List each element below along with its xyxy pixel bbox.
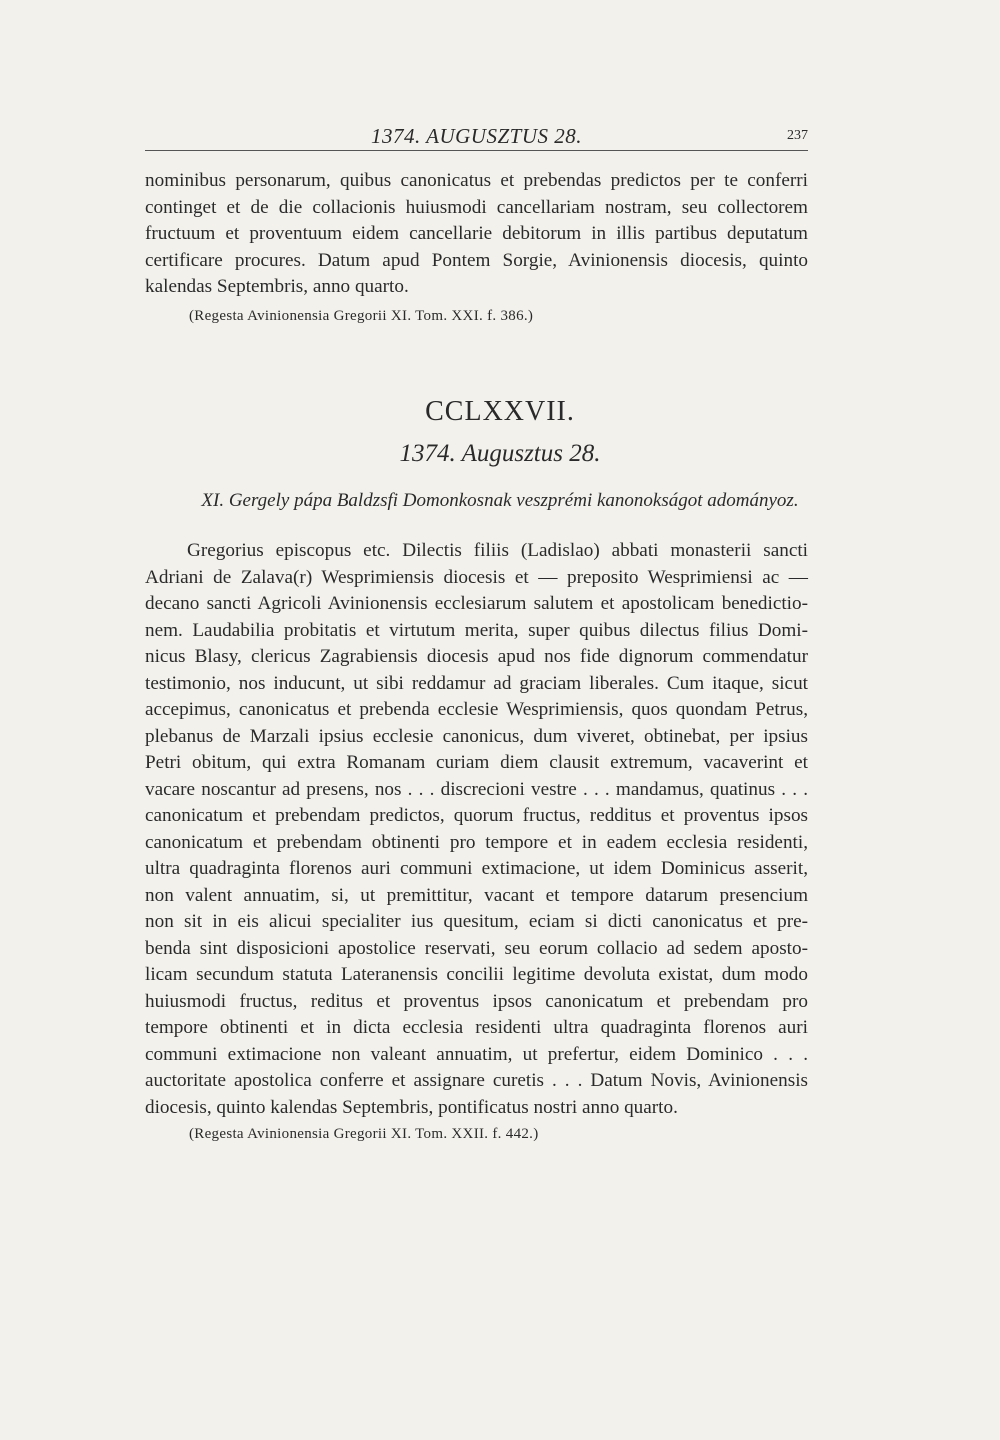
text-line: nem. Laudabilia probitatis et virtutum merita, super quibus dilectus filius Domi- (145, 619, 808, 641)
text-line: diocesis, quinto kalendas Septembris, pontificatus nostri anno quarto. (145, 1096, 678, 1118)
running-title: 1374. AUGUSZTUS 28. (371, 124, 582, 148)
document-summary: XI. Gergely pápa Baldzsfi Domonkosnak veszprémi kanonokságot adományoz. (201, 490, 799, 511)
text-line: kalendas Septembris, anno quarto. (145, 276, 409, 297)
text-line: licam secundum statuta Lateranensis concilii legitime devoluta existat, dum modo (145, 964, 808, 985)
page-number: 237 (787, 128, 808, 143)
text-line: certificare procures. Datum apud Pontem Sorgie, Avinionensis diocesis, quinto (145, 249, 808, 271)
text-line: Adriani de Zalava(r) Wesprimiensis diocesis et — preposito Wesprimiensi ac — (145, 566, 808, 588)
text-line: ultra quadraginta florenos auri communi extimacione, ut idem Dominicus asserit, (145, 858, 808, 879)
text-line: Gregorius episcopus etc. Dilectis filiis (Ladislao) abbati monasterii sancti (187, 540, 808, 561)
text-line: communi extimacione non valeant annuatim, ut prefertur, eidem Dominico . . . (145, 1043, 808, 1065)
previous-document-text (145, 168, 808, 301)
text-line: vacare noscantur ad presens, nos . . . discrecioni vestre . . . mandamus, quatinus . . . (145, 778, 808, 800)
text-line: Petri obitum, qui extra Romanam curiam diem clausit extremum, vacaverint et (145, 752, 808, 773)
text-line: benda sint disposicioni apostolice reservati, seu eorum collacio ad sedem aposto- (145, 937, 808, 959)
text-line: plebanus de Marzali ipsius ecclesie canonicus, dum viveret, obtinebat, per ipsius (145, 725, 808, 747)
text-line: nominibus personarum, quibus canonicatus et prebendas predictos per te conferri (145, 170, 808, 191)
text-line: canonicatum et prebendam obtinenti pro tempore et in eadem ecclesia residenti, (145, 831, 808, 853)
document-source: (Regesta Avinionensia Gregorii XI. Tom. XXII. f. 442.) (189, 1126, 539, 1142)
running-head (145, 122, 808, 151)
text-line: testimonio, nos inducunt, ut sibi reddamur ad graciam liberales. Cum itaque, sicut (145, 672, 808, 694)
text-line: auctoritate apostolica conferre et assignare curetis . . . Datum Novis, Avinionensis (145, 1070, 808, 1091)
text-line: fructuum et proventuum eidem cancellarie debitorum in illis partibus deputatum (145, 223, 808, 244)
document-date: 1374. Augusztus 28. (399, 440, 601, 467)
text-line: huiusmodi fructus, reditus et proventus ipsos canonicatum et prebendam pro (145, 990, 808, 1012)
text-line: non valent annuatim, si, ut premittitur, vacant et tempore datarum presencium (145, 884, 808, 906)
text-line: tempore obtinenti et in dicta ecclesia residenti ultra quadraginta florenos auri (145, 1017, 808, 1038)
text-line: nicus Blasy, clericus Zagrabiensis diocesis apud nos fide dignorum commendatur (145, 646, 808, 667)
text-line: continget et de die collacionis huiusmodi cancellariam nostram, seu collectorem (145, 196, 808, 218)
document-number: CCLXXVII. (425, 396, 575, 427)
document-text (145, 538, 808, 1121)
text-line: canonicatum et prebendam predictos, quorum fructus, redditus et proventus ipsos (145, 805, 808, 826)
text-line: non sit in eis alicui specialiter ius quesitum, eciam si dicti canonicatus et pre- (145, 911, 808, 932)
previous-document-source: (Regesta Avinionensia Gregorii XI. Tom. XXI. f. 386.) (189, 308, 534, 324)
text-line: decano sancti Agricoli Avinionensis ecclesiarum salutem et apostolicam benedictio- (145, 593, 808, 614)
text-line: accepimus, canonicatus et prebenda ecclesie Wesprimiensis, quos quondam Petrus, (145, 699, 808, 720)
